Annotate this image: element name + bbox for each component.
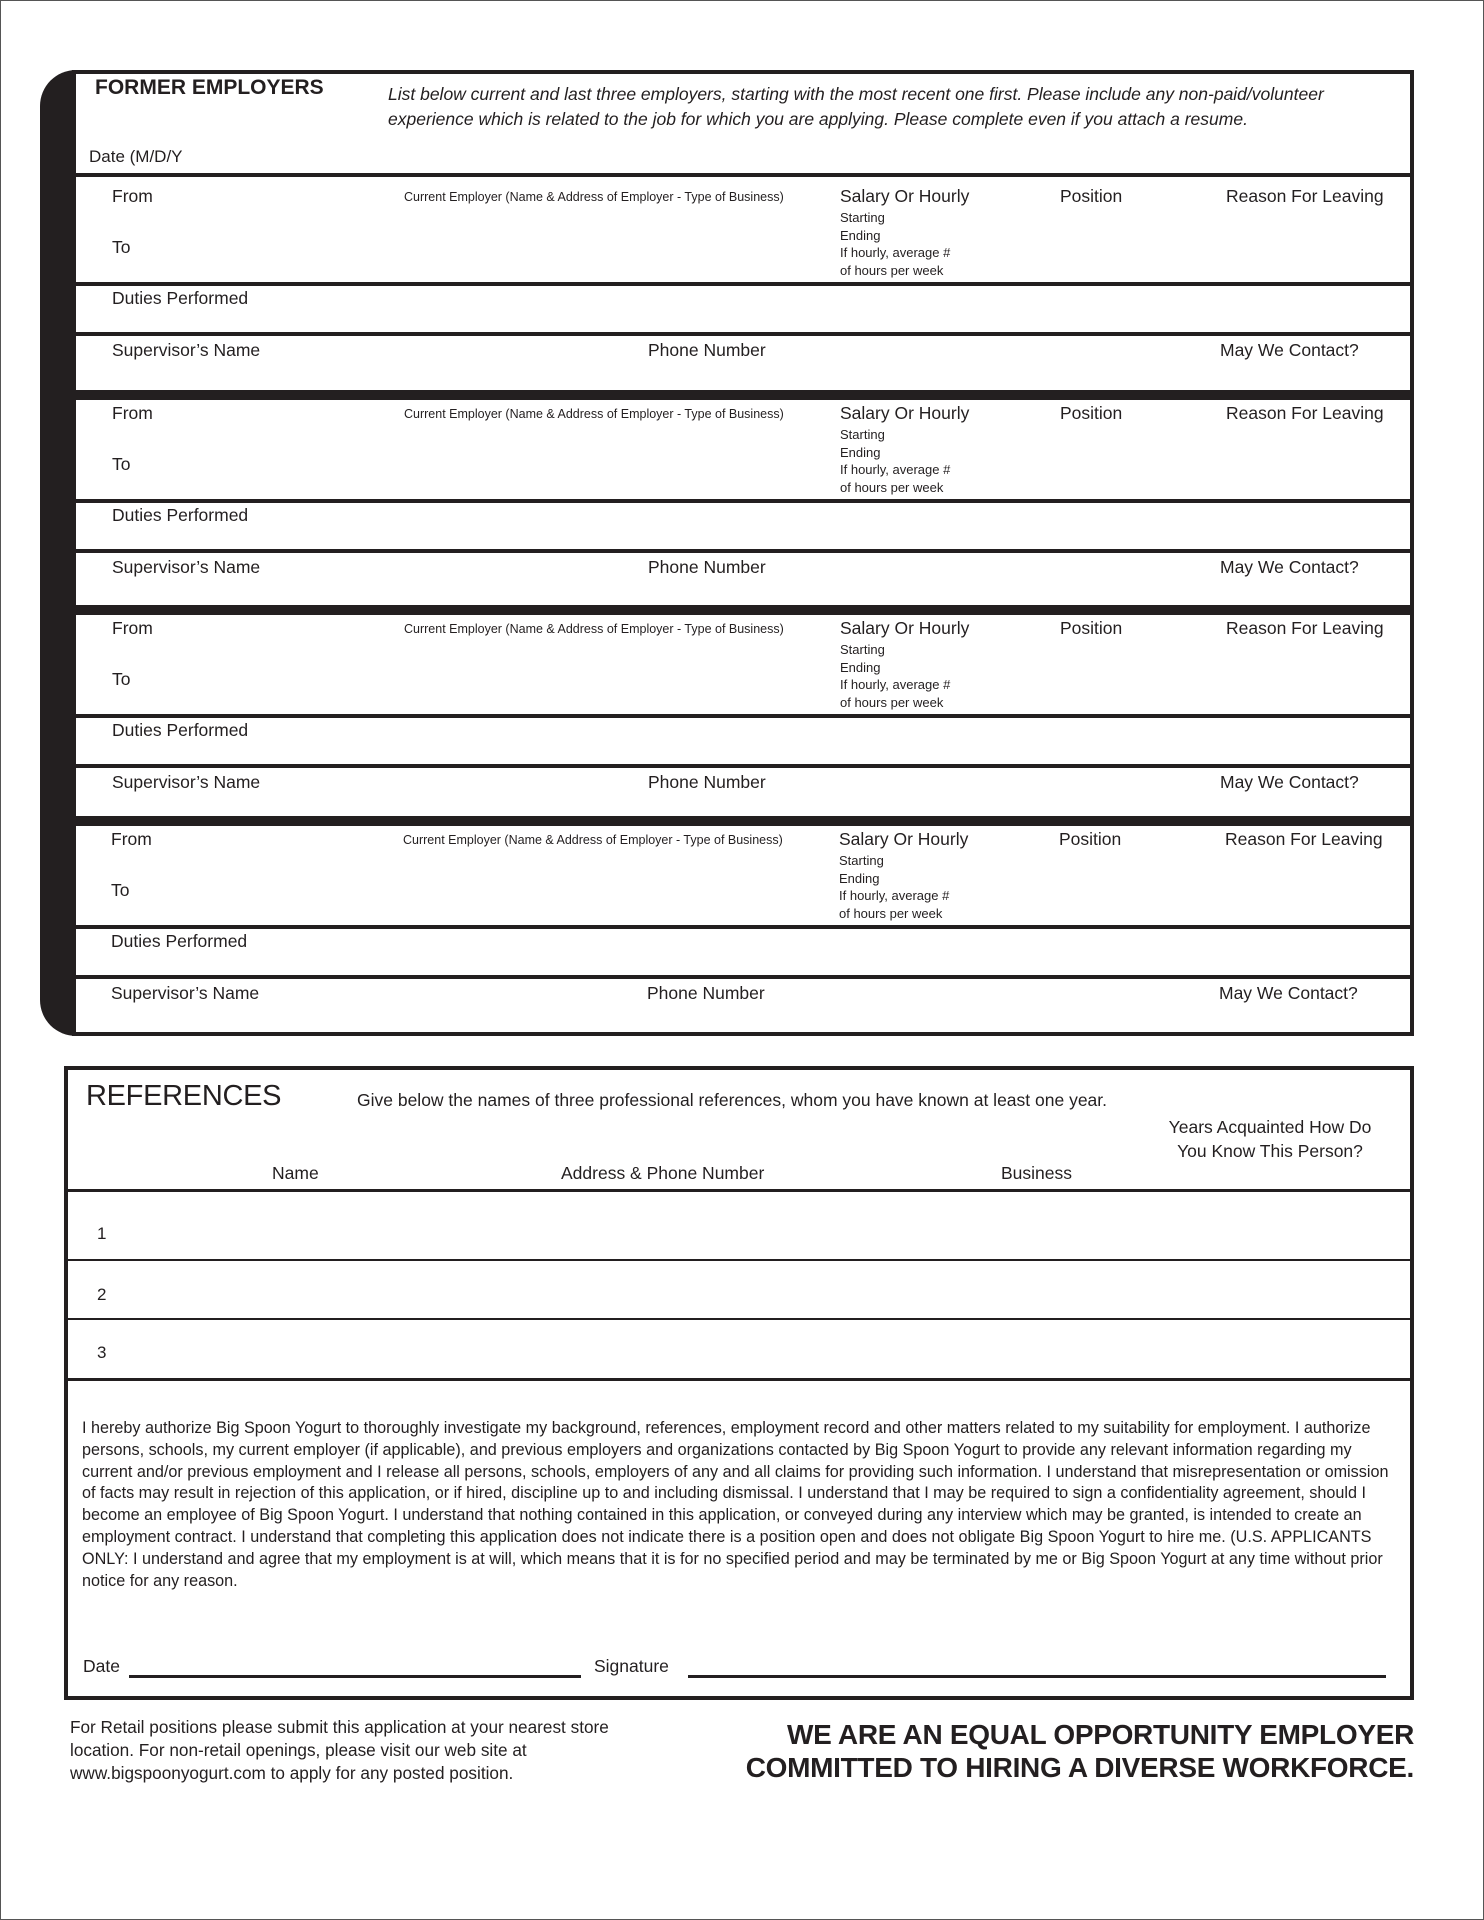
date-input-line[interactable] (129, 1675, 581, 1678)
to-label: To (112, 454, 131, 474)
starting-label: Starting (840, 642, 885, 657)
duties-performed-label: Duties Performed (112, 288, 249, 308)
phone-number-label: Phone Number (648, 340, 766, 360)
employer-block-divider (72, 173, 1414, 177)
row-divider (72, 975, 1414, 979)
reason-for-leaving-label: Reason For Leaving (1226, 186, 1384, 206)
supervisor-name-label: Supervisor’s Name (111, 983, 260, 1003)
hours-label-2: of hours per week (840, 479, 944, 495)
hours-label: If hourly, average # (840, 245, 951, 260)
ending-label: Ending (839, 870, 880, 886)
reference-row-number: 1 (97, 1224, 107, 1243)
former-employers-section (72, 70, 1414, 1036)
phone-number-label: Phone Number (648, 557, 766, 577)
hours-label: If hourly, average # (840, 677, 951, 692)
references-col-business: Business (1001, 1163, 1073, 1183)
starting-label: Starting (840, 427, 885, 442)
date-label: Date (83, 1656, 120, 1676)
ending-label: Ending (840, 444, 881, 460)
hours-label: If hourly, average # (840, 462, 951, 477)
row-divider (72, 282, 1414, 286)
supervisor-name-label: Supervisor’s Name (112, 772, 261, 792)
authorization-statement: I hereby authorize Big Spoon Yogurt to thoroughly investigate my background, references, employment record and other matters related to my suitability for employment. I authorize persons, schools, my current employer (if applicable), and previous employers and organizations contacted by Big Spoon Yogurt to provide any relevant information regarding my current and/or previous employment and I release all persons, schools, employers of any and all claims for providing such information. I understand that misrepresentation or omission of facts may result in rejection of this application, or if hired, discipline up to and including dismissal. I understand that I may be required to sign a confidentiality agreement, should I become an employee of Big Spoon Yogurt. I understand that nothing contained in this application, or conveyed during any interview which may be granted, is intended to create an employment contract. I understand that completing this application does not indicate there is a position open and does not obligate Big Spoon Yogurt to hire me. (U.S. APPLICANTS ONLY: I understand and agree that my employment is at will, which means that it is for no specified period and may be terminated by me or Big Spoon Yogurt at any time without prior notice for any reason. (82, 1419, 1389, 1590)
position-label: Position (1060, 403, 1123, 423)
salary-label: Salary Or Hourly (840, 186, 970, 206)
to-label: To (111, 880, 130, 900)
current-employer-label: Current Employer (Name & Address of Employer - Type of Business) (404, 407, 784, 421)
from-label: From (112, 186, 153, 206)
employer-block-divider (72, 390, 1414, 400)
references-col-years: Years Acquainted How Do You Know This Person? (1168, 1117, 1372, 1161)
to-label: To (112, 669, 131, 689)
references-col-address: Address & Phone Number (561, 1163, 765, 1183)
position-label: Position (1060, 618, 1123, 638)
ending-label: Ending (840, 227, 881, 243)
reference-row-divider (64, 1259, 1414, 1261)
phone-number-label: Phone Number (648, 772, 766, 792)
duties-performed-label: Duties Performed (112, 505, 249, 525)
starting-label: Starting (839, 853, 884, 868)
reference-row-number: 2 (97, 1285, 107, 1304)
supervisor-name-label: Supervisor’s Name (112, 340, 261, 360)
duties-performed-label: Duties Performed (112, 720, 249, 740)
references-title: REFERENCES (86, 1080, 282, 1112)
position-label: Position (1060, 186, 1123, 206)
hours-label-2: of hours per week (840, 262, 944, 278)
reason-for-leaving-label: Reason For Leaving (1225, 829, 1383, 849)
former-employers-title: FORMER EMPLOYERS (95, 76, 324, 99)
hours-label-2: of hours per week (840, 694, 944, 710)
current-employer-label: Current Employer (Name & Address of Employer - Type of Business) (404, 190, 784, 204)
row-divider (72, 714, 1414, 718)
row-divider (72, 925, 1414, 929)
current-employer-label: Current Employer (Name & Address of Employer - Type of Business) (403, 833, 783, 847)
former-employers-intro: List below current and last three employers, starting with the most recent one first. Please include any non-paid/volunteer experience which is related to the job for which you are applying. Please complete even if you attach a resume. (388, 84, 1324, 129)
to-label: To (112, 237, 131, 257)
hours-label-2: of hours per week (839, 905, 943, 921)
reason-for-leaving-label: Reason For Leaving (1226, 618, 1384, 638)
references-col-name: Name (272, 1163, 319, 1183)
supervisor-name-label: Supervisor’s Name (112, 557, 261, 577)
references-header-divider (64, 1189, 1414, 1192)
position-label: Position (1059, 829, 1122, 849)
equal-opportunity-statement (746, 1718, 1414, 1784)
employer-block-divider (72, 605, 1414, 615)
ending-label: Ending (840, 659, 881, 675)
reason-for-leaving-label: Reason For Leaving (1226, 403, 1384, 423)
may-we-contact-label: May We Contact? (1220, 772, 1359, 792)
hours-label: If hourly, average # (839, 888, 950, 903)
employer-block-divider (72, 816, 1414, 826)
may-we-contact-label: May We Contact? (1220, 557, 1359, 577)
eoe-line-1: WE ARE AN EQUAL OPPORTUNITY EMPLOYER (786, 1719, 1414, 1750)
salary-details (840, 209, 950, 279)
salary-details (840, 641, 950, 711)
reference-row-number: 3 (97, 1343, 107, 1362)
references-intro: Give below the names of three professional references, whom you have known at least one year. (357, 1090, 1108, 1110)
row-divider (72, 332, 1414, 336)
may-we-contact-label: May We Contact? (1220, 340, 1359, 360)
row-divider (72, 499, 1414, 503)
may-we-contact-label: May We Contact? (1219, 983, 1358, 1003)
signature-label: Signature (594, 1656, 669, 1676)
date-format-label: Date (M/D/Y (89, 147, 183, 166)
row-divider (72, 549, 1414, 553)
from-label: From (112, 618, 153, 638)
salary-label: Salary Or Hourly (839, 829, 969, 849)
salary-label: Salary Or Hourly (840, 403, 970, 423)
from-label: From (111, 829, 152, 849)
signature-input-line[interactable] (688, 1675, 1386, 1678)
row-divider (72, 764, 1414, 768)
reference-row-divider (64, 1318, 1414, 1320)
salary-details (839, 852, 949, 922)
phone-number-label: Phone Number (647, 983, 765, 1003)
from-label: From (112, 403, 153, 423)
reference-row-divider (64, 1378, 1414, 1381)
salary-label: Salary Or Hourly (840, 618, 970, 638)
starting-label: Starting (840, 210, 885, 225)
current-employer-label: Current Employer (Name & Address of Employer - Type of Business) (404, 622, 784, 636)
salary-details (840, 426, 950, 496)
duties-performed-label: Duties Performed (111, 931, 248, 951)
eoe-line-2: COMMITTED TO HIRING A DIVERSE WORKFORCE. (745, 1752, 1414, 1783)
retail-application-note: For Retail positions please submit this application at your nearest store location. For non-retail openings, please visit our web site at www.bigspoonyogurt.com to apply for any posted position. (70, 1717, 609, 1783)
